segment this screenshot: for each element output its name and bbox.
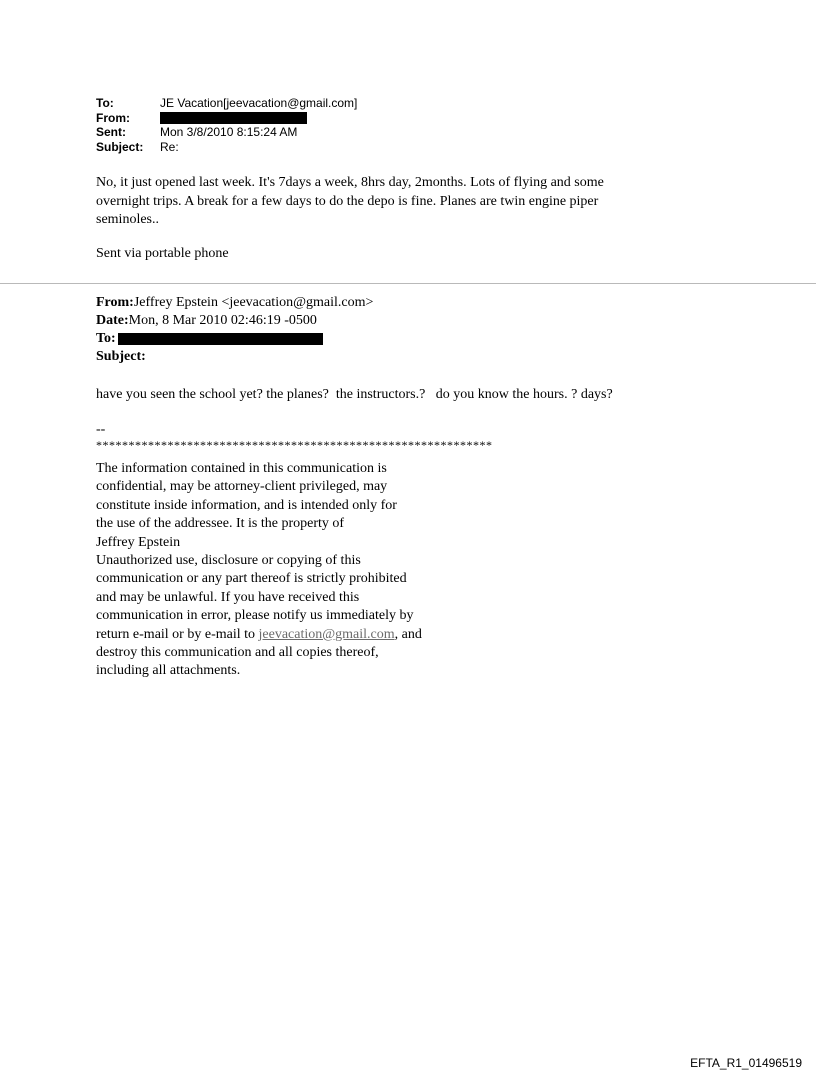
quoted-header [96,294,373,366]
quoted-date-row [96,312,373,330]
subject-value: Re: [160,139,179,154]
redaction-bar [160,112,307,124]
disclaimer-line: the use of the addressee. It is the property of [96,516,345,532]
sent-value: Mon 3/8/2010 8:15:24 AM [160,125,298,139]
divider [0,283,816,284]
quoted-date-value: Mon, 8 Mar 2010 02:46:19 -0500 [128,313,317,328]
disclaimer-line: constitute inside information, and is intended only for [96,497,397,513]
disclaimer-line: including all attachments. [96,663,241,679]
quoted-to-row [96,330,373,348]
reply-body [96,174,696,230]
disclaimer-line: communication or any part thereof is strictly prohibited [96,571,407,587]
quoted-subject-row [96,348,373,366]
header-from-row [96,111,357,126]
quoted-from-label: From: [96,295,134,310]
disclaimer-link-line [96,626,516,644]
disclaimer-line: communication in error, please notify us immediately by [96,608,414,624]
header-to-row [96,96,357,111]
disclaimer-line: The information contained in this communication is [96,461,387,476]
disclaimer-line: and may be unlawful. If you have received this [96,589,360,605]
email-link[interactable]: jeevacation@gmail.com [258,626,395,642]
quoted-to-label: To: [96,331,116,346]
email-header [96,96,357,154]
disclaimer-line: confidential, may be attorney-client privileged, may [96,479,388,495]
confidentiality-disclaimer [96,460,516,681]
disclaimer-line: destroy this communication and all copies thereof, [96,645,379,661]
reply-line: No, it just opened last week. It's 7days a week, 8hrs day, 2months. Lots of flying and some [96,175,604,190]
to-value: JE Vacation[jeevacation@gmail.com] [160,96,358,110]
quoted-body: have you seen the school yet? the planes? the instructors.? do you know the hours. ? days? [96,387,613,402]
quoted-from-value: Jeffrey Epstein <jeevacation@gmail.com> [133,295,374,310]
sent-label: Sent: [96,125,126,139]
subject-label: Subject: [96,139,144,154]
disclaimer-link-suffix: , and [394,626,422,642]
quoted-from-row [96,294,373,312]
disclaimer-link-prefix: return e-mail or by e-mail to [96,626,259,642]
document-id: EFTA_R1_01496519 [690,1056,802,1070]
reply-signature: Sent via portable phone [96,246,229,261]
from-label: From: [96,110,130,125]
signature-separator: -- [96,422,106,437]
header-subject-row [96,140,357,155]
quoted-subject-label: Subject: [96,349,146,364]
redaction-bar [118,333,323,345]
to-label: To: [96,96,114,110]
reply-line: overnight trips. A break for a few days to do the depo is fine. Planes are twin engine piper [96,193,599,209]
quoted-date-label: Date: [96,313,129,328]
reply-line: seminoles.. [96,212,159,227]
disclaimer-line: Unauthorized use, disclosure or copying of this [96,553,361,569]
disclaimer-line: Jeffrey Epstein [96,534,181,550]
header-sent-row [96,125,357,140]
asterisk-rule: ************************************************************* [96,438,493,452]
